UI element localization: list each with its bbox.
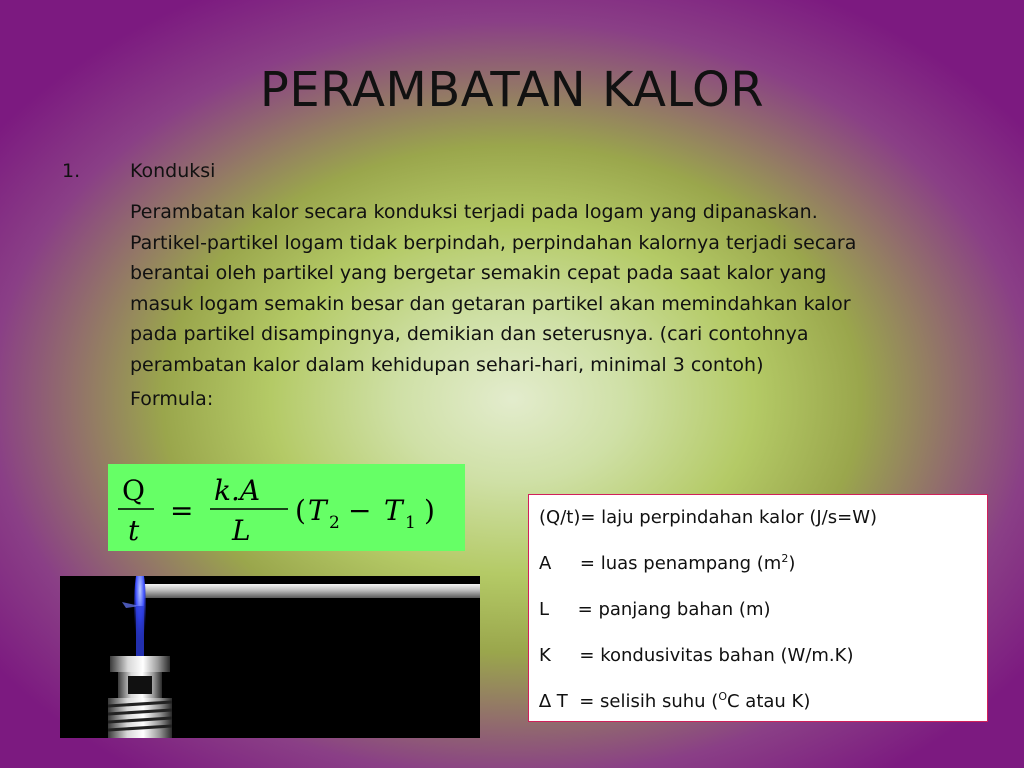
formula-rhs-denominator: L — [232, 514, 251, 547]
legend-text: C atau K) — [727, 691, 811, 712]
description-paragraph — [130, 197, 950, 380]
paragraph-line: masuk logam semakin besar dan getaran partikel akan memindahkan kalor — [130, 292, 851, 315]
legend-text: K = kondusivitas bahan (W/m.K) — [539, 645, 854, 666]
paragraph-line: pada partikel disampingnya, demikian dan seterusnya. (cari contohnya — [130, 323, 809, 345]
legend-text: (Q/t)= laju perpindahan kalor (J/s=W) — [539, 507, 878, 528]
paragraph-line: Perambatan kalor secara konduksi terjadi pada logam yang dipanaskan. — [130, 201, 818, 223]
formula-paren-open: ( — [295, 494, 306, 527]
formula-lhs-denominator: t — [128, 514, 140, 547]
formula-label: Formula: — [130, 388, 214, 410]
formula-t1-subscript: 1 — [405, 513, 416, 533]
formula-rhs-numerator: k.A — [214, 474, 261, 507]
formula-paren-close: ) — [424, 494, 435, 527]
paragraph-line: berantai oleh partikel yang bergetar semakin cepat pada saat kalor yang — [130, 262, 827, 284]
formula-lhs-numerator: Q — [122, 474, 145, 507]
paragraph-line: perambatan kalor dalam kehidupan sehari-hari, minimal 3 contoh) — [130, 353, 764, 376]
legend-row-area — [539, 551, 977, 597]
legend-text: ) — [788, 553, 796, 574]
paragraph-line: Partikel-partikel logam tidak berpindah, perpindahan kalornya terjadi secara — [130, 231, 857, 254]
bunsen-burner-heating-rod-icon — [60, 576, 480, 738]
slide-title: PERAMBATAN KALOR — [259, 62, 765, 118]
formula-t1: T — [384, 494, 403, 527]
conduction-photo — [60, 576, 480, 738]
legend-text: A = luas penampang (m — [539, 553, 782, 574]
list-number: 1. — [62, 160, 81, 182]
formula-equation — [108, 464, 465, 551]
formula-box — [108, 464, 465, 551]
formula-minus: − — [348, 494, 372, 527]
legend-superscript: 2 — [781, 552, 789, 565]
legend-row-flow-rate — [539, 505, 977, 551]
legend-row-conductivity — [539, 643, 977, 689]
legend-row-temperature-difference — [539, 689, 977, 735]
variable-legend — [528, 494, 988, 722]
formula-t2-subscript: 2 — [329, 513, 340, 533]
legend-text: L = panjang bahan (m) — [539, 599, 771, 620]
legend-superscript: O — [718, 690, 727, 703]
formula-equals: = — [170, 494, 194, 527]
list-heading: Konduksi — [130, 160, 216, 182]
legend-text: ∆ T = selisih suhu ( — [539, 691, 719, 712]
legend-row-length — [539, 597, 977, 643]
formula-t2: T — [308, 494, 327, 527]
